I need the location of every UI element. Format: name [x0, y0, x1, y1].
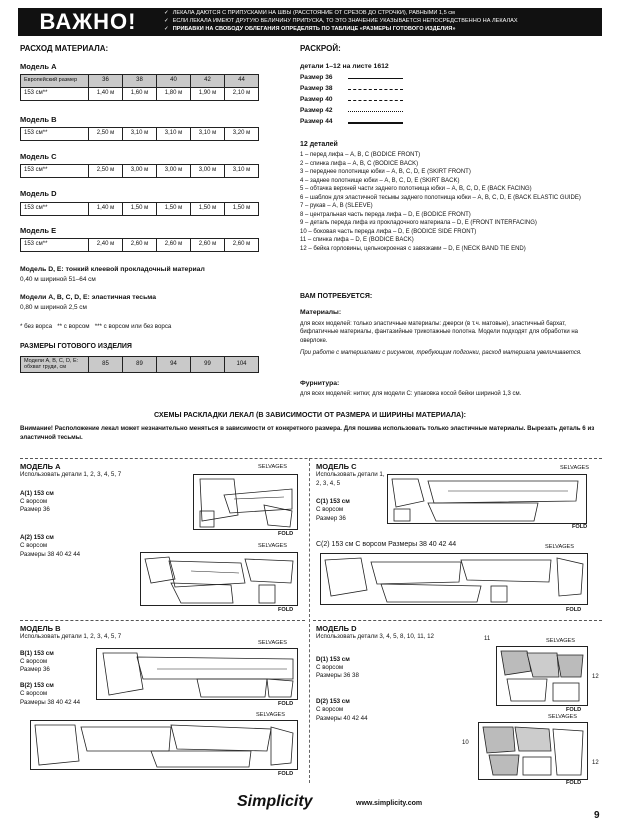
layout-diagram-b2 — [30, 720, 298, 770]
fabric-table-c — [20, 164, 259, 178]
layout-diagram-d2 — [478, 722, 588, 780]
layout-diagram-c1 — [387, 474, 587, 524]
website-link[interactable]: www.simplicity.com — [356, 800, 423, 807]
fold-label: FOLD — [572, 524, 588, 530]
table-row: 153 см** 1,40 м 1,50 м 1,50 м 1,50 м 1,50 м — [21, 203, 259, 216]
header-note: ✓ ПРИБАВКИ НА СВОБОДУ ОБЛЕГАНИЯ ОПРЕДЕЛЯТЬ ПО ТАБЛИЦЕ «РАЗМЕРЫ ГОТОВОГО ИЗДЕЛИЯ» — [164, 25, 456, 32]
list-item: 3 – переднее полотнище юбки – A, B, C, D, E (SKIRT FRONT) — [300, 169, 471, 176]
table-row: 153 см** 1,40 м 1,60 м 1,80 м 1,90 м 2,10 м — [21, 88, 259, 101]
layout-model-d: МОДЕЛЬ D Использовать детали 3, 4, 5, 8, 10, 11, 12 D(1) 153 см С ворсом Размеры 36 38 D(2) 153 см С ворсом Размеры 40 42 44 — [316, 624, 456, 723]
check-icon: ✓ — [164, 10, 169, 16]
piece-number: 11 — [484, 636, 491, 642]
model-a-title: Модель А — [20, 62, 57, 71]
list-item: 9 – деталь переда лифа из прокладочного материала – D, E (FRONT INTERFACING) — [300, 220, 537, 227]
layout-model-title: МОДЕЛЬ А — [20, 462, 61, 471]
details-sheet: детали 1–12 на листе 1612 — [300, 63, 389, 70]
size-line: Размер 40 — [300, 95, 403, 106]
list-item: 4 – заднее полотнище юбки – A, B, C, D, E (SKIRT BACK) — [300, 177, 460, 184]
model-e-title: Модель E — [20, 226, 57, 235]
selvages-label: SELVAGES — [258, 464, 288, 470]
fold-label: FOLD — [566, 707, 582, 713]
fold-label: FOLD — [566, 607, 582, 613]
materials-title: Материалы: — [300, 309, 342, 316]
list-item: 2 – спинка лифа – A, B, C (BODICE BACK) — [300, 160, 419, 167]
footnote: * без ворса ** с ворсом *** с ворсом или без ворса — [20, 323, 172, 330]
table-row: 153 см** 2,50 м 3,10 м 3,10 м 3,10 м 3,20 м — [21, 128, 259, 141]
piece-number: 10 — [462, 740, 469, 746]
header-banner — [18, 8, 602, 36]
layout-diagram-b1 — [96, 648, 298, 700]
list-item: 1 – перед лифа – A, B, C (BODICE FRONT) — [300, 152, 421, 158]
list-item: 11 – спинка лифа – D, E (BODICE BACK) — [300, 237, 414, 244]
list-item: 6 – шаблон для эластичной тесьмы заднего полотнища юбки – A, B, C, D, E (BACK ELASTIC GUIDE) — [300, 194, 581, 201]
fabric-consumption-title: РАСХОД МАТЕРИАЛА: — [20, 44, 109, 53]
piece-number: 12 — [592, 760, 599, 766]
list-item: 8 – центральная часть переда лифа – D, E (BODICE FRONT) — [300, 211, 471, 218]
you-need-title: ВАМ ПОТРЕБУЕТСЯ: — [300, 293, 373, 300]
layout-diagram-art — [194, 475, 297, 529]
notions-title: Фурнитура: — [300, 380, 340, 387]
notions-text: для всех моделей: нитки; для модели С: упаковка косой бейки шириной 1,3 см. — [300, 391, 522, 397]
selvages-label: SELVAGES — [545, 544, 575, 550]
header-note: ✓ ЛЕКАЛА ДАЮТСЯ С ПРИПУСКАМИ НА ШВЫ (РАССТОЯНИЕ ОТ СРЕЗОВ ДО СТРОЧКИ), РАВНЫМИ 1,5 см — [164, 10, 455, 16]
check-icon: ✓ — [164, 25, 169, 32]
layout-diagram-art — [321, 554, 587, 604]
layout-diagram-art — [141, 553, 297, 605]
fold-label: FOLD — [278, 771, 294, 777]
layout-model-a: МОДЕЛЬ А Использовать детали 1, 2, 3, 4, 5, 7 А(1) 153 см С ворсом Размер 36 А(2) 153 см С ворсом Размеры 38 40 42 44 — [20, 462, 140, 559]
layout-diagram-art — [97, 649, 297, 699]
selvages-label: SELVAGES — [546, 638, 576, 644]
selvages-label: SELVAGES — [258, 543, 288, 549]
selvages-label: SELVAGES — [560, 465, 590, 471]
selvages-label: SELVAGES — [548, 714, 578, 720]
fold-label: FOLD — [278, 701, 294, 707]
layout-diagram-d1 — [496, 646, 588, 706]
table-row: 153 см** 2,40 м 2,60 м 2,60 м 2,60 м 2,60 м — [21, 239, 259, 252]
section-separator — [20, 620, 305, 621]
materials-text: для всех моделей: только эластичные материалы: джерси (в т.ч. матовые), эластичный бархат, бифлатичные материалы, фантазийные трикотажные полотна. Модели подходят для обработки на оверлоке. — [300, 321, 578, 344]
section-separator — [313, 620, 602, 621]
size-line: Размер 44 — [300, 117, 403, 128]
list-item: 10 – боковая часть переда лифа – D, E (BODICE SIDE FRONT) — [300, 228, 477, 235]
table-header-row: Европейский размер 36 38 40 42 44 — [21, 75, 259, 88]
size-line: Размер 42 — [300, 106, 403, 117]
model-b-title: Модель B — [20, 115, 57, 124]
page-title: ВАЖНО! — [39, 9, 137, 35]
cutting-title: РАСКРОЙ: — [300, 44, 341, 53]
check-icon: ✓ — [164, 17, 169, 24]
layout-diagram-art — [388, 475, 586, 523]
layout-model-c: МОДЕЛЬ С Использовать детали 1, 2, 3, 4, 5 С(1) 153 см С ворсом Размер 36 — [316, 462, 385, 522]
size-line: Размер 36 — [300, 73, 403, 84]
section-separator — [20, 458, 602, 459]
finished-sizes-table — [20, 356, 259, 373]
selvages-label: SELVAGES — [258, 640, 288, 646]
brand-logo: Simplicity — [237, 793, 313, 810]
size-line-legend — [300, 73, 403, 128]
table-row: Модели А, B, C, D, E: обхват груди, см 85 89 94 99 104 — [21, 357, 259, 373]
model-c-title: Модель C — [20, 152, 57, 161]
layout-model-title: МОДЕЛЬ С — [316, 462, 357, 471]
layout-diagram-art — [479, 723, 587, 779]
layout-model-title: МОДЕЛЬ В — [20, 624, 61, 633]
layout-diagram-c2 — [320, 553, 588, 605]
piece-number: 12 — [592, 674, 599, 680]
selvages-label: SELVAGES — [256, 712, 286, 718]
interfacing-title: Модель D, E: тонкий клеевой прокладочный материал — [20, 266, 205, 273]
list-item: 7 – рукав – A, B (SLEEVE) — [300, 203, 373, 210]
fabric-table-a — [20, 74, 259, 101]
layout-diagram-art — [497, 647, 587, 705]
layout-diagram-art — [31, 721, 297, 769]
list-item: 5 – обтачка верхней части заднего полотнища юбки – A, B, C, D, E (BACK FACING) — [300, 186, 532, 193]
fabric-table-e — [20, 238, 259, 252]
header-notes — [158, 8, 602, 36]
layouts-title: СХЕМЫ РАСКЛАДКИ ЛЕКАЛ (В ЗАВИСИМОСТИ ОТ РАЗМЕРА И ШИРИНЫ МАТЕРИАЛА): — [153, 410, 467, 419]
column-divider — [309, 458, 310, 783]
layout-label-c2: С(2) 153 см С ворсом Размеры 38 40 42 44 — [316, 541, 457, 548]
interfacing-text: 0,40 м шириной 51–64 см — [20, 276, 96, 283]
size-line: Размер 38 — [300, 84, 403, 95]
fold-label: FOLD — [566, 780, 582, 786]
elastic-text: 0,80 м шириной 2,5 см — [20, 304, 87, 311]
fold-label: FOLD — [278, 531, 294, 537]
page-number: 9 — [594, 810, 600, 821]
layout-diagram-a2 — [140, 552, 298, 606]
fold-label: FOLD — [278, 607, 294, 613]
header-note: ✓ ЕСЛИ ЛЕКАЛА ИМЕЮТ ДРУГУЮ ВЕЛИЧИНУ ПРИПУСКА, ТО ЭТО ЗНАЧЕНИЕ УКАЗЫВАЕТСЯ НЕПОСРЕДСТВЕННО НА ЛЕКАЛАХ — [164, 17, 518, 24]
attention-note: Внимание! Расположение лекал может незначительно меняться в зависимости от конкретного размера. Для пошива использовать только эластичные материалы. Вырезать деталь 6 из эластичной тесьмы. — [20, 425, 595, 441]
model-d-title: Модель D — [20, 189, 57, 198]
elastic-title: Модели A, B, C, D, E: эластичная тесьма — [20, 294, 156, 301]
finished-sizes-title: РАЗМЕРЫ ГОТОВОГО ИЗДЕЛИЯ — [20, 343, 132, 350]
layout-model-title: МОДЕЛЬ D — [316, 624, 357, 633]
table-row: 153 см** 2,50 м 3,00 м 3,00 м 3,00 м 3,10 м — [21, 165, 259, 178]
layout-model-b: МОДЕЛЬ В Использовать детали 1, 2, 3, 4, 5, 7 В(1) 153 см С ворсом Размер 36 В(2) 153 см С ворсом Размеры 38 40 42 44 — [20, 624, 130, 707]
layout-diagram-a1 — [193, 474, 298, 530]
pieces-title: 12 деталей — [300, 141, 338, 148]
list-item: 12 – бейка горловины, цельнокроеная с завязками – D, E (NECK BAND TIE END) — [300, 245, 526, 252]
fabric-table-d — [20, 202, 259, 216]
fabric-table-b — [20, 127, 259, 141]
materials-note: При работе с материалами с рисунком, требующим подгонки, расход материала увеличивается. — [300, 350, 582, 356]
pieces-list — [300, 151, 600, 253]
